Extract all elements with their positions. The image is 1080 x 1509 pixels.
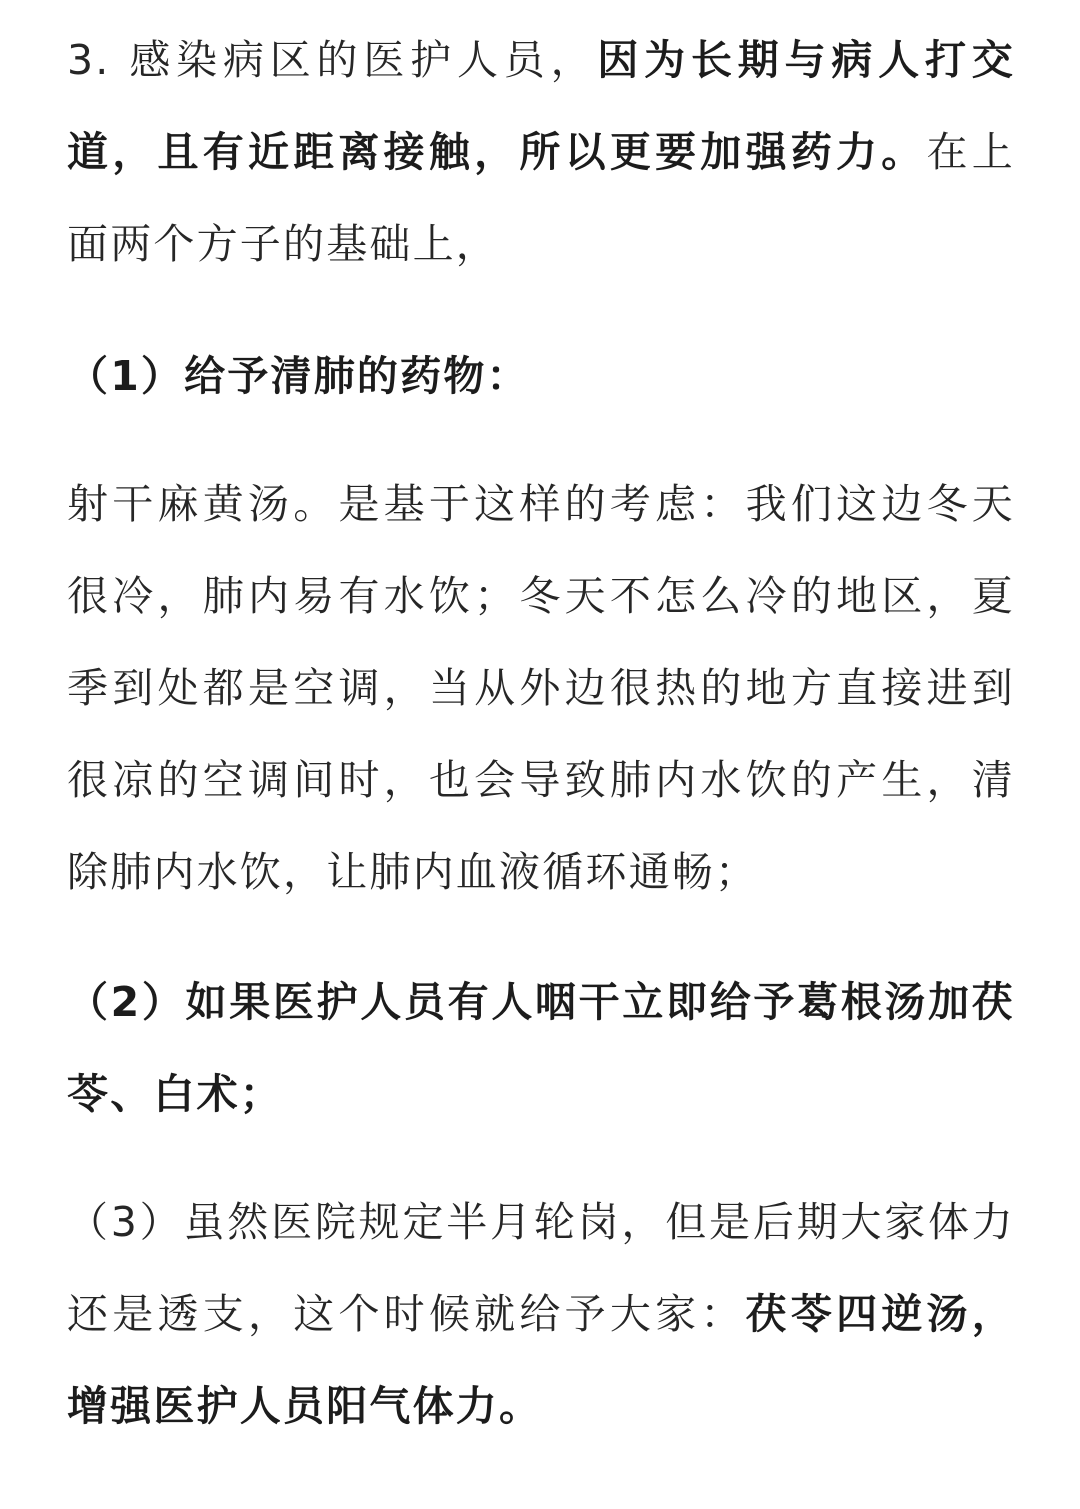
section-heading-2: （2）如果医护人员有人咽干立即给予葛根汤加茯苓、白术； (67, 978, 1015, 1118)
paragraph-intro-text: 3. 感染病区的医护人员， (67, 36, 598, 84)
section-3-emphasis-text: 茯苓四逆汤，增强医护人员阳气体力。 (67, 1290, 1016, 1430)
paragraph-shegan-mahuang: 射干麻黄汤。是基于这样的考虑：我们这边冬天很冷，肺内易有水饮；冬天不怎么冷的地区，夏季到处都是空调，当从外边很热的地方直接进到很凉的空调间时，也会导致肺内水饮的产生，清除肺内水饮，让肺内血液循环通畅； (67, 480, 1015, 896)
paragraph-medical-staff-intro (67, 14, 1015, 290)
paragraph-rest-text: 在上面两个方子的基础上， (67, 128, 1015, 268)
paragraph-section-3 (67, 1176, 1015, 1452)
article-body (67, 14, 1015, 1452)
section-heading-1: （1）给予清肺的药物： (67, 352, 530, 400)
section-3-intro-text: （3）虽然医院规定半月轮岗，但是后期大家体力还是透支，这个时候就给予大家： (67, 1198, 1015, 1338)
paragraph-emphasis-text: 因为长期与病人打交道，且有近距离接触，所以更要加强药力。 (67, 36, 1015, 176)
